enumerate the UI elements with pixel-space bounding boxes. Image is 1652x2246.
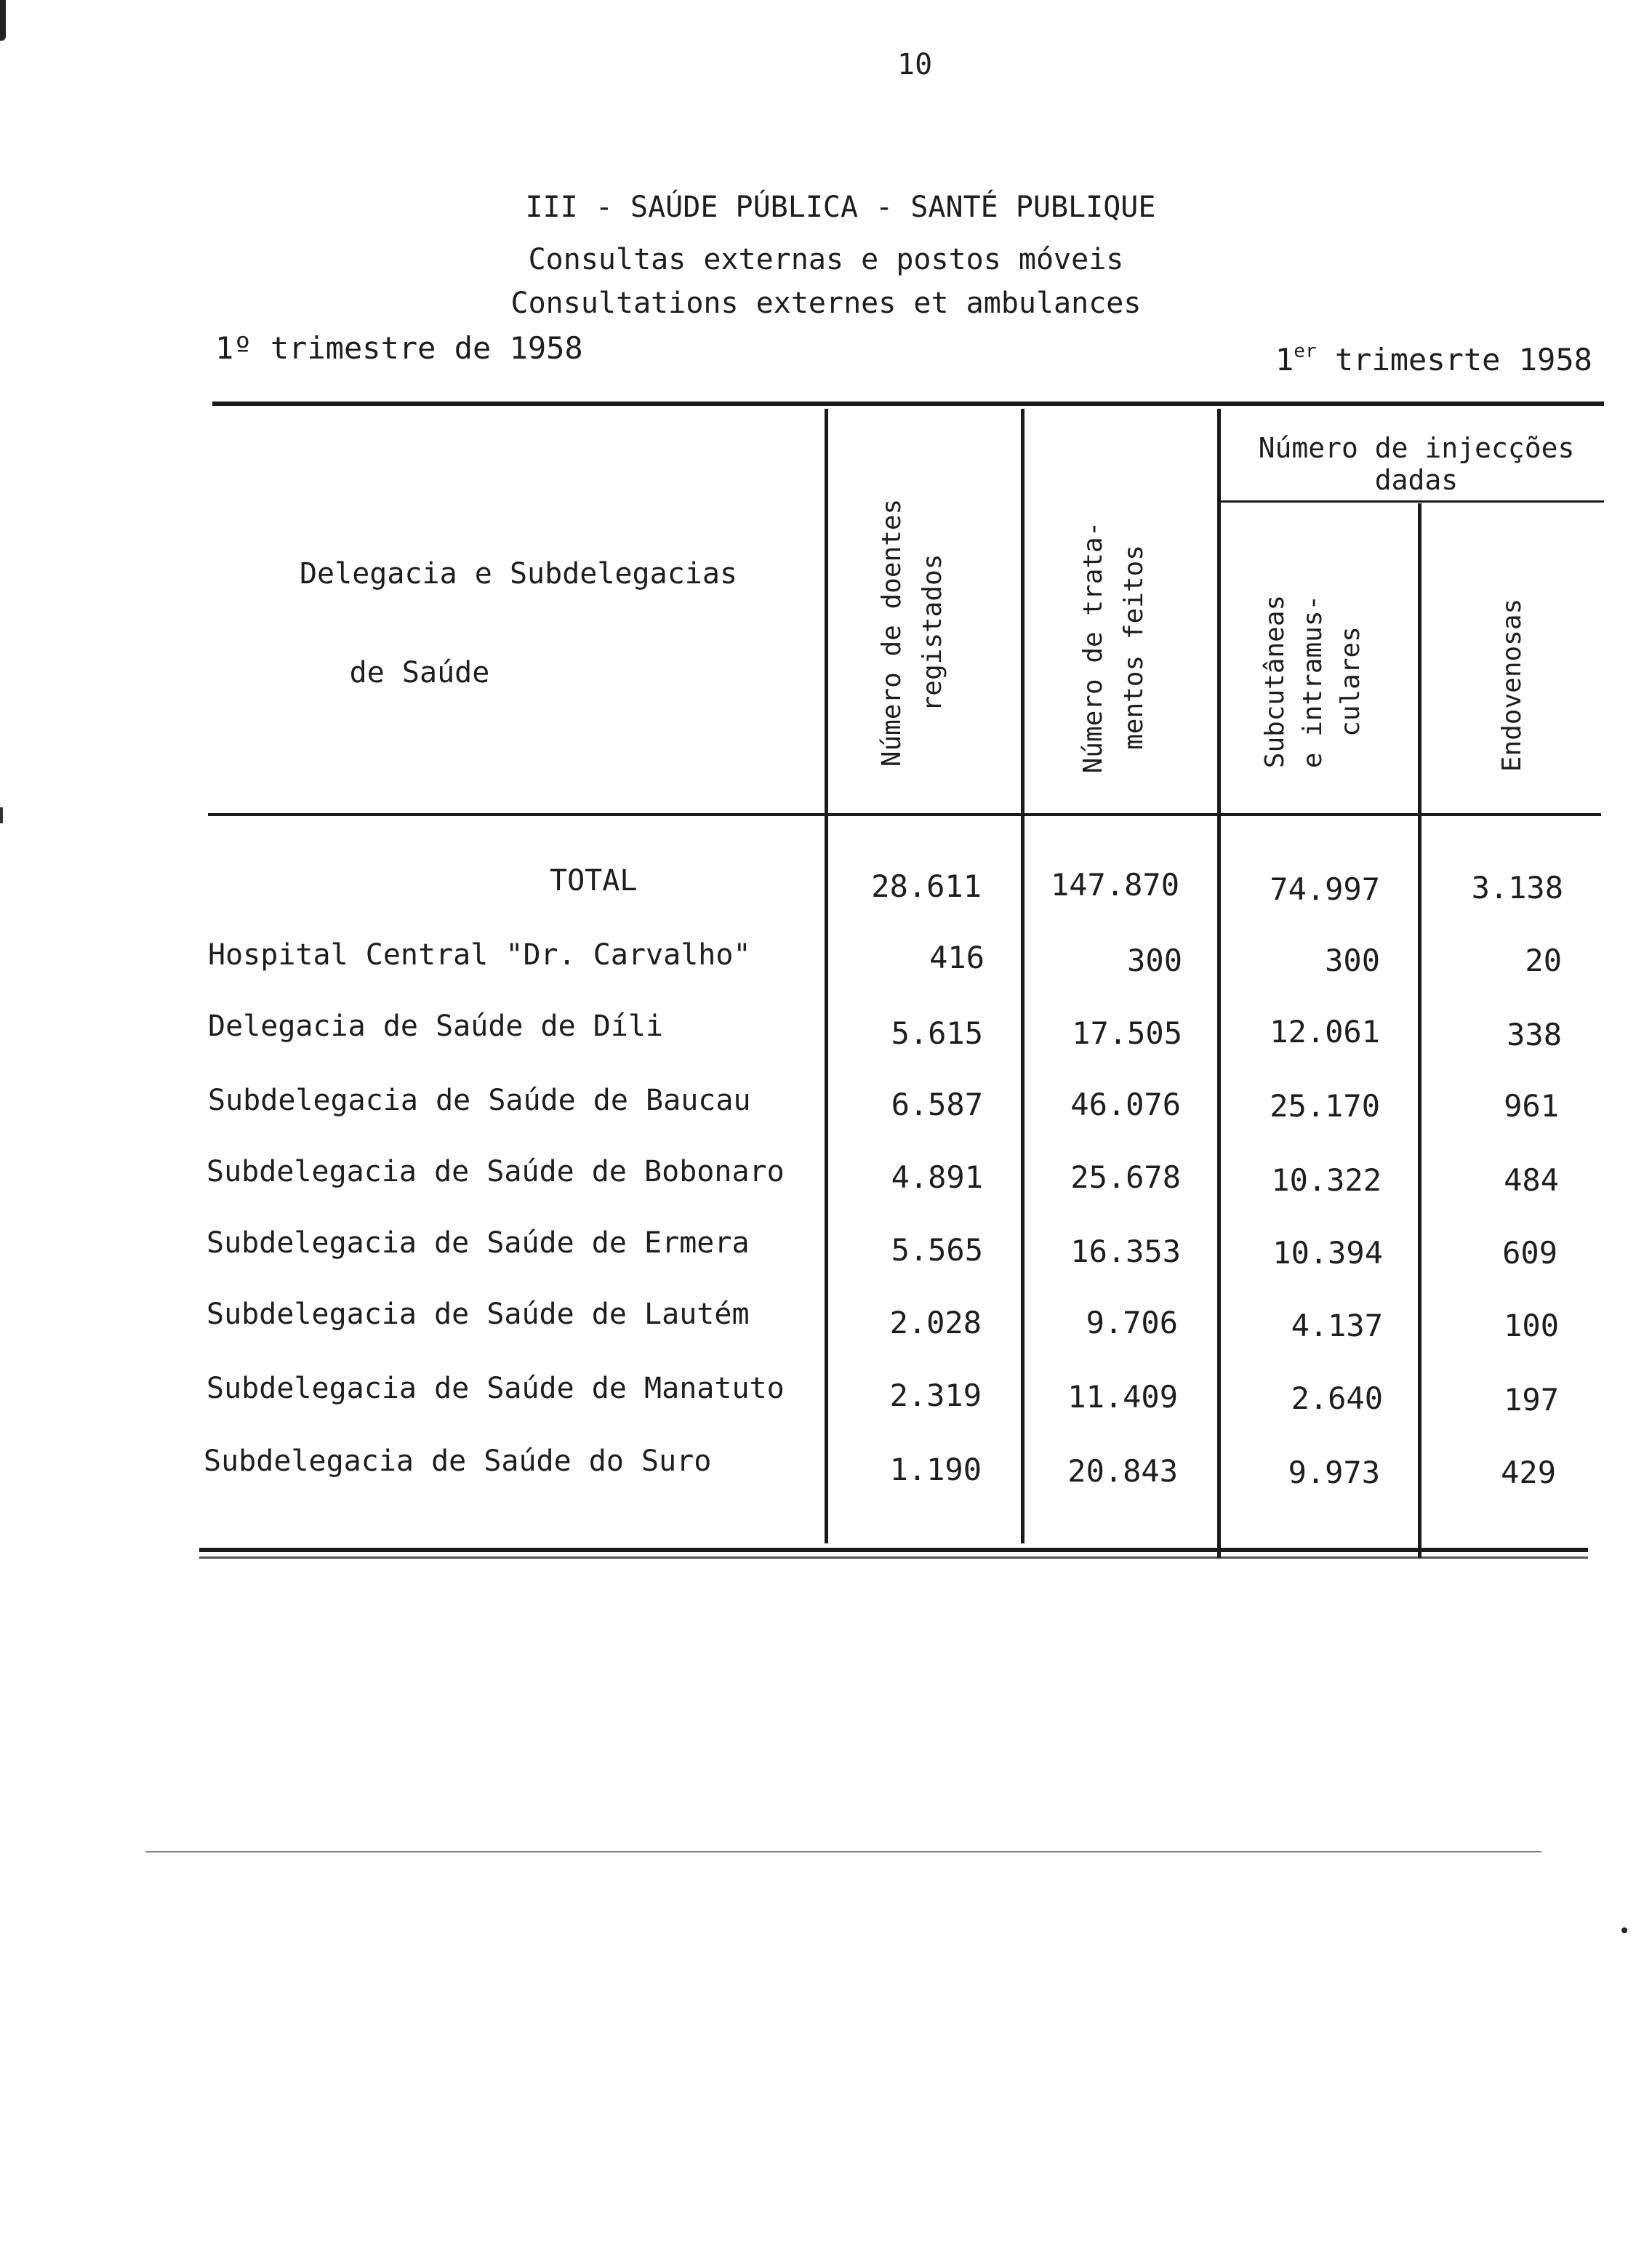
- cell-subcutaneas: 25.170: [1270, 1088, 1380, 1124]
- col-header-tratamentos-line-2: mentos feitos: [1119, 545, 1149, 750]
- cell-endovenosas: 338: [1507, 1017, 1562, 1052]
- table-bottom-rule: [199, 1548, 1588, 1552]
- row-header-line-2: de Saúde: [349, 656, 490, 690]
- col-header-subcutaneas-line-3: culares: [1336, 626, 1366, 737]
- total-label: TOTAL: [550, 864, 638, 898]
- col-header-injeccoes-group: [1229, 432, 1604, 496]
- col-header-injeccoes-line-2: dadas: [1374, 464, 1459, 496]
- subtitle-french: Consultations externes et ambulances: [510, 287, 1142, 320]
- cell-subcutaneas: 2.640: [1291, 1380, 1383, 1416]
- row-label: Subdelegacia de Saúde de Ermera: [206, 1226, 750, 1260]
- cell-doentes: 2.028: [889, 1305, 982, 1340]
- cell-tratamentos: 25.678: [1070, 1159, 1181, 1195]
- table-top-rule: [212, 401, 1604, 406]
- col-header-subcutaneas: [1256, 562, 1370, 802]
- col-header-injeccoes-line-1: Número de injecções: [1258, 432, 1575, 464]
- row-label: Subdelegacia de Saúde de Manatuto: [206, 1372, 785, 1405]
- column-divider: [1021, 409, 1025, 1543]
- scan-edge-mark: [0, 807, 3, 823]
- cell-tratamentos: 46.076: [1070, 1087, 1181, 1122]
- cell-doentes: 5.565: [891, 1232, 983, 1268]
- period-portuguese: 1º trimestre de 1958: [215, 330, 583, 366]
- cell-subcutaneas: 4.137: [1291, 1308, 1383, 1343]
- injections-group-rule: [1217, 500, 1604, 503]
- column-divider: [825, 409, 828, 1543]
- cell-endovenosas: 961: [1504, 1088, 1559, 1124]
- total-subcutaneas: 74.997: [1270, 871, 1380, 907]
- row-label: Subdelegacia de Saúde de Bobonaro: [206, 1155, 785, 1188]
- cell-doentes: 5.615: [891, 1015, 983, 1051]
- col-header-doentes-line-2: registados: [918, 553, 947, 712]
- row-label: Subdelegacia de Saúde de Baucau: [208, 1084, 751, 1117]
- cell-doentes: 1.190: [889, 1452, 982, 1487]
- cell-tratamentos: 9.706: [1086, 1305, 1178, 1340]
- cell-tratamentos: 300: [1127, 943, 1182, 978]
- cell-subcutaneas: 12.061: [1270, 1014, 1380, 1050]
- cell-tratamentos: 17.505: [1072, 1015, 1182, 1051]
- faint-bottom-line: [145, 1851, 1541, 1853]
- cell-doentes: 2.319: [889, 1378, 982, 1413]
- col-header-tratamentos-line-1: Número de trata-: [1078, 521, 1108, 774]
- row-header-line-1: Delegacia e Subdelegacias: [299, 557, 738, 591]
- col-header-tratamentos: [1073, 495, 1155, 800]
- total-tratamentos: 147.870: [1050, 867, 1179, 903]
- cell-tratamentos: 11.409: [1067, 1379, 1178, 1415]
- period-french-text: trimesrte 1958: [1316, 342, 1592, 377]
- column-divider: [1418, 503, 1422, 1558]
- scan-edge-mark: [0, 0, 6, 41]
- row-label: Subdelegacia de Saúde de Lautém: [206, 1298, 750, 1331]
- scan-speck: [1621, 1927, 1627, 1933]
- total-doentes: 28.611: [871, 868, 982, 904]
- cell-endovenosas: 20: [1525, 943, 1562, 978]
- cell-endovenosas: 197: [1504, 1382, 1559, 1418]
- cell-tratamentos: 20.843: [1067, 1453, 1178, 1489]
- period-french-ordinal: er: [1294, 340, 1317, 362]
- subtitle-portuguese: Consultas externas e postos móveis: [528, 243, 1124, 276]
- cell-subcutaneas: 10.394: [1272, 1235, 1383, 1271]
- cell-endovenosas: 609: [1502, 1235, 1557, 1271]
- cell-doentes: 6.587: [891, 1087, 983, 1122]
- cell-subcutaneas: 300: [1325, 943, 1380, 978]
- table-bottom-rule-2: [199, 1556, 1588, 1559]
- cell-tratamentos: 16.353: [1070, 1234, 1181, 1269]
- period-french-number: 1: [1275, 342, 1294, 377]
- column-divider: [1217, 409, 1221, 1558]
- cell-subcutaneas: 10.322: [1271, 1162, 1382, 1198]
- row-label: Hospital Central "Dr. Carvalho": [208, 938, 751, 972]
- cell-doentes: 4.891: [891, 1159, 983, 1195]
- row-label: Delegacia de Saúde de Díli: [208, 1010, 664, 1043]
- cell-endovenosas: 484: [1504, 1162, 1559, 1198]
- col-header-endovenosas-line-1: Endovenosas: [1497, 598, 1527, 772]
- col-header-subcutaneas-line-1: Subcutâneas: [1260, 594, 1290, 769]
- page-number: 10: [897, 48, 933, 81]
- col-header-subcutaneas-line-2: e intramus-: [1298, 594, 1328, 769]
- cell-doentes: 416: [929, 940, 985, 975]
- cell-endovenosas: 100: [1504, 1308, 1559, 1343]
- col-header-doentes-line-1: Número de doentes: [877, 498, 907, 767]
- col-header-doentes: [872, 465, 953, 800]
- col-header-endovenosas: [1492, 576, 1533, 794]
- row-label: Subdelegacia de Saúde do Suro: [204, 1444, 712, 1478]
- header-bottom-rule: [208, 813, 1601, 816]
- section-title: III - SAÚDE PÚBLICA - SANTÉ PUBLIQUE: [525, 191, 1156, 224]
- cell-subcutaneas: 9.973: [1288, 1455, 1380, 1490]
- period-french: [1275, 340, 1592, 377]
- cell-endovenosas: 429: [1501, 1455, 1556, 1490]
- total-endovenosas: 3.138: [1471, 870, 1563, 906]
